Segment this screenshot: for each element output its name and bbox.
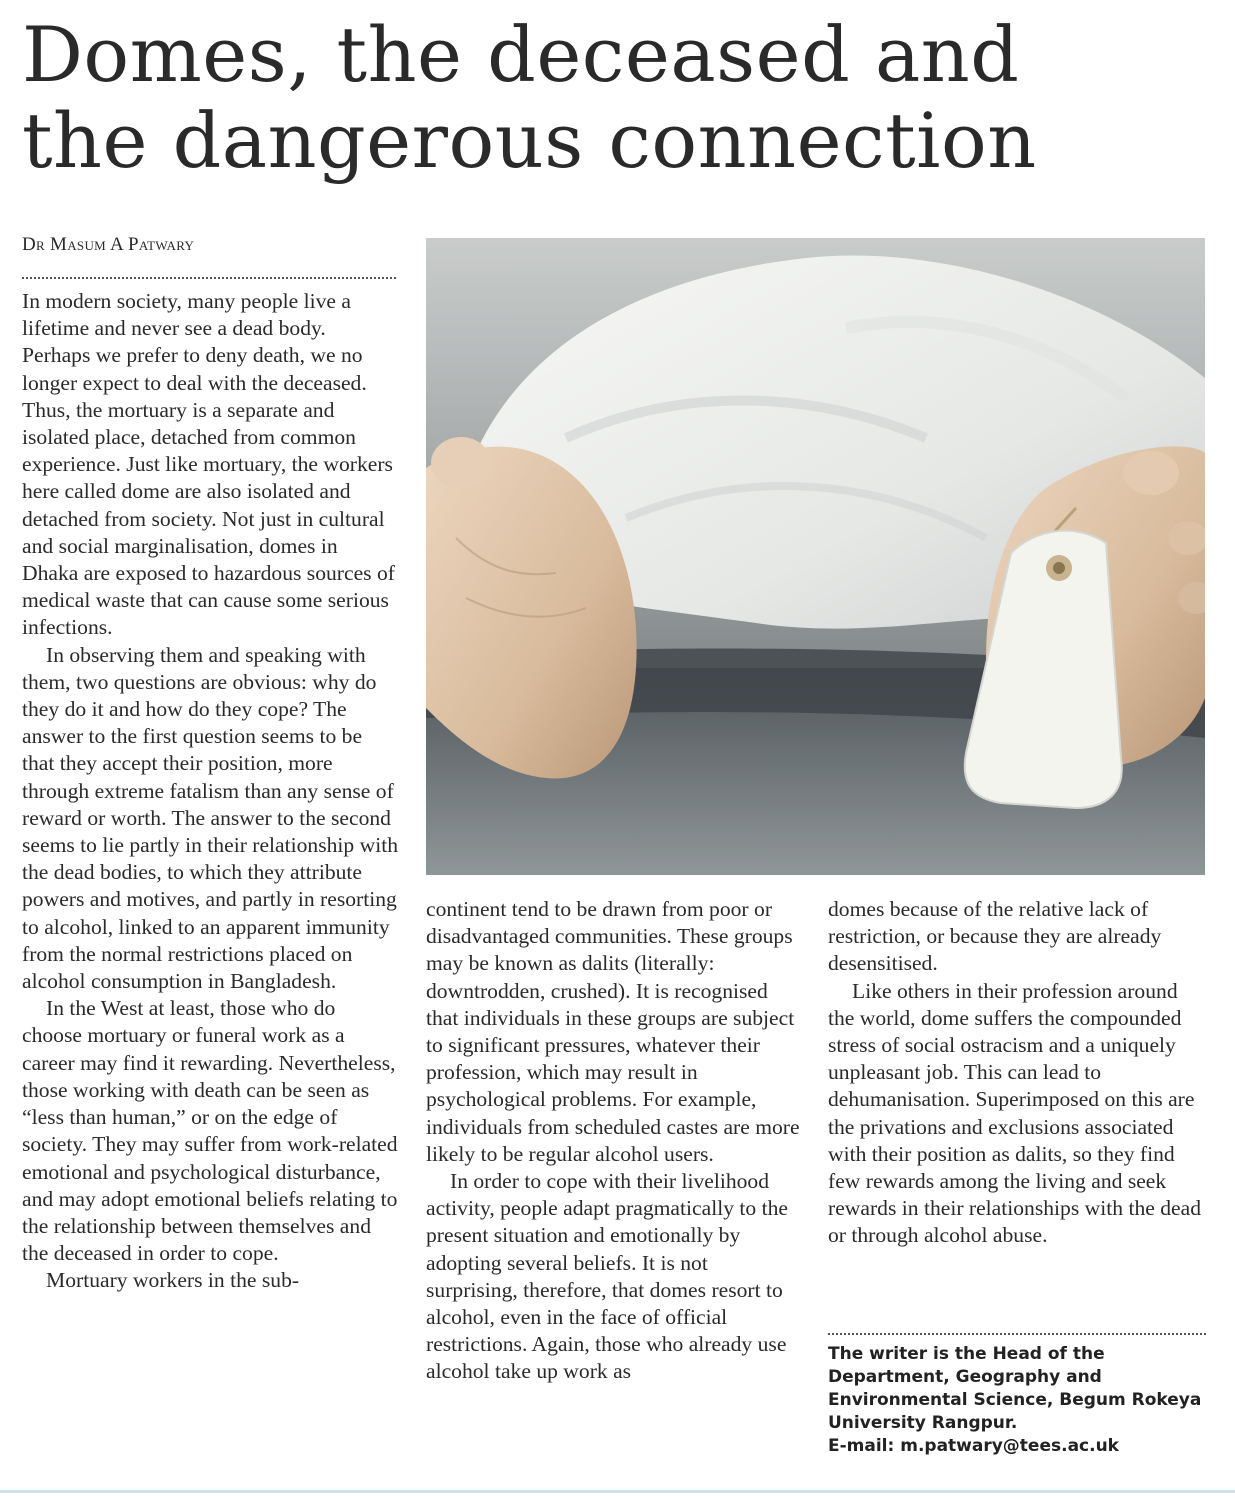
paragraph: domes because of the relative lack of restriction, or because they are already desensitised. [828, 897, 1162, 976]
paragraph: In modern society, many people live a lifetime and never see a dead body. Perhaps we prefer to deny death, we no longer expect to deal with the deceased. Thus, the mortuary is a separate and isolated place, detached from common experience. Just like mortuary, the workers here called dome are also isolated and detached from society. Not just in cultural and social marginalisation, domes in Dhaka are exposed to hazardous sources of medical waste that can cause some serious infections. [22, 289, 395, 640]
writer-email: E-mail: m.patwary@tees.ac.uk [828, 1436, 1119, 1456]
paragraph: Mortuary workers in the sub- [46, 1268, 300, 1293]
morgue-feet-illustration [426, 238, 1205, 875]
paragraph: continent tend to be drawn from poor or disadvantaged communities. These groups may be known as dalits (literally: downtrodden, crushed). It is recognised that individuals in these groups are subject to significant pressures, whatever their profession, which may result in psychological problems. For example, individuals from scheduled castes are more likely to be regular alcohol users. [426, 897, 800, 1166]
paragraph: In observing them and speaking with them, two questions are obvious: why do they do it and how do they cope? The answer to the first question seems to be that they accept their position, more through extreme fatalism than any sense of reward or worth. The answer to the second seems to lie partly in their relationship with the dead bodies, to which they attribute powers and motives, and partly in resorting to alcohol, linked to an apparent immunity from the normal restrictions placed on alcohol consumption in Bangladesh. [22, 642, 399, 994]
headline [22, 12, 1212, 184]
byline: Dr Masum A Patwary [22, 234, 195, 255]
writer-note-text: The writer is the Head of the Department, Geography and Environmental Science, Begum Rokeya University Rangpur. [828, 1344, 1202, 1433]
article-column-2 [426, 896, 804, 1386]
bottom-rule [0, 1490, 1235, 1493]
paragraph: In order to cope with their livelihood activity, people adapt pragmatically to the present situation and emotionally by adopting several beliefs. It is not surprising, therefore, that domes resort to alcohol, even in the face of official restrictions. Again, those who already use alcohol take up work as [426, 1169, 788, 1384]
headline-line-1: Domes, the deceased and [22, 10, 1020, 99]
article-column-3 [828, 896, 1206, 1250]
headline-line-2: the dangerous connection [22, 96, 1037, 185]
paragraph: Like others in their profession around the world, dome suffers the compounded stress of social ostracism and a uniquely unpleasant job. This can lead to dehumanisation. Superimposed on this are the privations and exclusions associated with their position as dalits, so they find few rewards among the living and seek rewards in their relationships with the dead or through alcohol abuse. [828, 978, 1201, 1248]
writer-note [828, 1343, 1206, 1458]
paragraph: In the West at least, those who do choose mortuary or funeral work as a career may find it rewarding. Nevertheless, those working with death can be seen as “less than human,” or on the edge of society. They may suffer from work-related emotional and psychological disturbance, and may adopt emotional beliefs relating to the relationship between themselves and the deceased in order to cope. [22, 996, 398, 1266]
writer-note-divider [828, 1333, 1206, 1335]
byline-divider [22, 277, 396, 279]
article-photo [426, 238, 1205, 875]
article-column-1 [22, 288, 398, 1295]
